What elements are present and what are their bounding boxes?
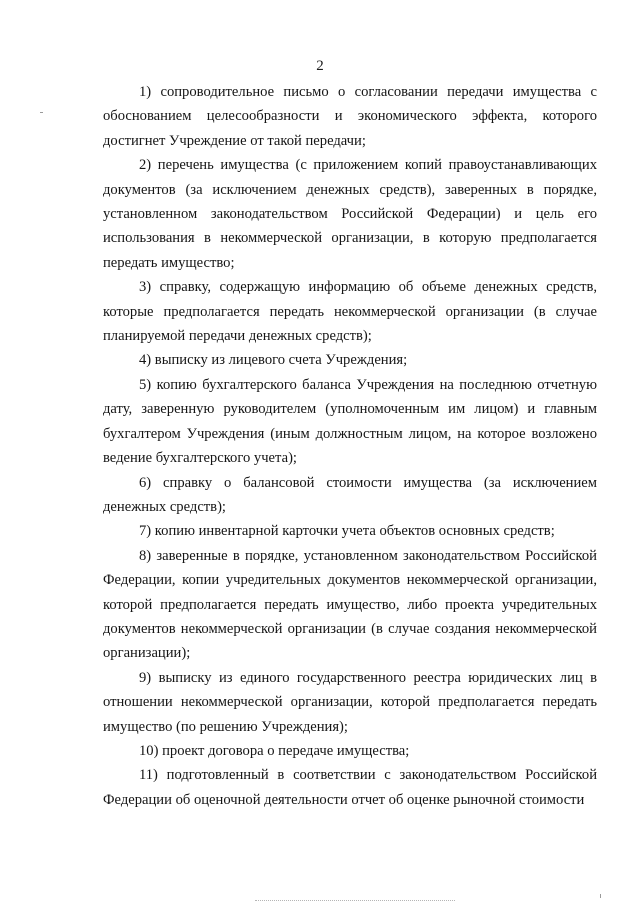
list-item-10: 10) проект договора о передаче имущества; xyxy=(139,742,410,759)
scan-artifact-left xyxy=(40,112,43,113)
list-item-2: 2) перечень имущества (с приложением копий правоустанавливающих документов (за исключением денежных средств), заверенных в порядке, установленном законодательством Российской Федерации) и цель его использования в некоммерческой организации, в которую предполагается передать имущество; xyxy=(103,157,597,271)
scan-artifact-right xyxy=(600,894,601,898)
list-item-8: 8) заверенные в порядке, установленном законодательством Российской Федерации, копии учредительных документов некоммерческой организации, которой предполагается передать имущество, либо проекта учредительных документов некоммерческой организации (в случае создания некоммерческой организации); xyxy=(103,547,597,662)
page-number: 2 xyxy=(316,58,324,74)
list-item-6: 6) справку о балансовой стоимости имущества (за исключением денежных средств); xyxy=(103,474,597,515)
list-item-5: 5) копию бухгалтерского баланса Учреждения на последнюю отчетную дату, заверенную руководителем (уполномоченным им лицом) и главным бухгалтером Учреждения (иным должностным лицом, на которое возложено ведение бухгалтерского учета); xyxy=(103,376,597,467)
list-item-7: 7) копию инвентарной карточки учета объектов основных средств; xyxy=(139,523,555,540)
list-item-9: 9) выписку из единого государственного реестра юридических лиц в отношении некоммерческой организации, которой предполагается передать имущество (по решению Учреждения); xyxy=(103,669,597,735)
list-item-3: 3) справку, содержащую информацию об объеме денежных средств, которые предполагается передать некоммерческой организации (в случае планируемой передачи денежных средств); xyxy=(103,279,597,345)
list-item-1: 1) сопроводительное письмо о согласовании передачи имущества с обоснованием целесообразности и экономического эффекта, которого достигнет Учреждение от такой передачи; xyxy=(103,84,597,149)
list-item-4: 4) выписку из лицевого счета Учреждения; xyxy=(139,352,408,369)
page-bottom-edge xyxy=(255,900,455,902)
list-item-11: 11) подготовленный в соответствии с законодательством Российской Федерации об оценочной деятельности отчет об оценке рыночной стоимости xyxy=(103,767,597,808)
document-body xyxy=(103,80,597,812)
